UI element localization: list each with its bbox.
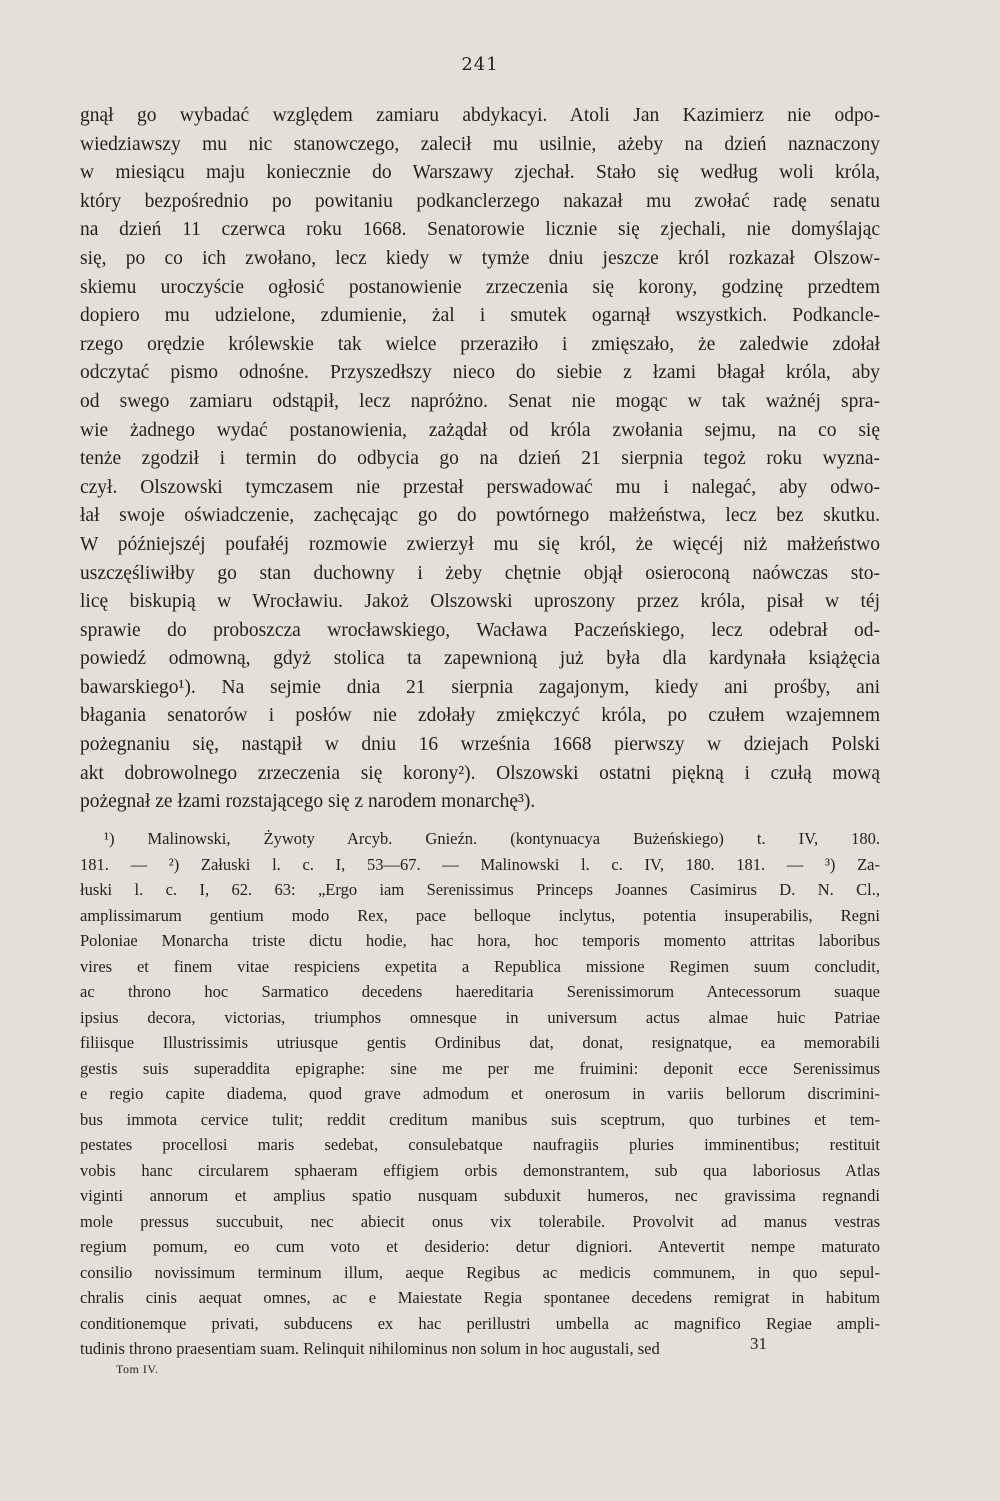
footnote-line: conditionemque privati, subducens ex hac perillustri umbella ac magnifico Regiae ampli- — [80, 1313, 880, 1333]
body-line: gnął go wybadać względem zamiaru abdykacyi. Atoli Jan Kazimierz nie odpo- — [80, 105, 880, 126]
footnote-line: vobis hanc circularem sphaeram effigiem orbis demonstrantem, sub qua laboriosus Atlas — [80, 1160, 880, 1180]
footnote-line: 181. — ²) Załuski l. c. I, 53—67. — Malinowski l. c. IV, 180. 181. — ³) Za- — [80, 854, 880, 874]
body-line: W późniejszéj poufałéj rozmowie zwierzył mu się król, że więcéj niż małżeństwo — [80, 533, 880, 555]
body-line: w miesiącu maju koniecznie do Warszawy zjechał. Stało się według woli króla, — [80, 162, 880, 184]
footnote-line: bus immota cervice tulit; reddit creditum manibus suis sceptrum, quo turbines et tem- — [80, 1109, 880, 1129]
footnotes — [80, 826, 880, 1362]
footnote-line: e regio capite diadema, quod grave admodum et onerosum in variis bellorum discrimini- — [80, 1084, 880, 1103]
body-line: czył. Olszowski tymczasem nie przestał perswadować mu i nalegać, aby odwo- — [80, 476, 880, 498]
footnote-line: Poloniae Monarcha triste dictu hodie, hac hora, hoc temporis momento attritas laboribus — [80, 931, 880, 950]
body-line: błagania senatorów i posłów nie zdołały zmiękczyć króla, po czułem wzajemnem — [80, 705, 880, 727]
footnote-line: łuski l. c. I, 62. 63: „Ergo iam Serenissimus Princeps Joannes Casimirus D. N. Cl., — [80, 880, 880, 899]
signature-mark: 31 — [750, 1334, 767, 1353]
body-line: na dzień 11 czerwca roku 1668. Senatorowie licznie się zjechali, nie domyślając — [80, 219, 880, 241]
footnote-line: ac throno hoc Sarmatico decedens haereditaria Serenissimorum Antecessorum suaque — [80, 982, 880, 1001]
body-line: licę biskupią w Wrocławiu. Jakoż Olszowski uproszony przez króla, pisał w téj — [80, 591, 880, 613]
footnote-line: vires et finem vitae respiciens expetita a Republica missione Regimen suum concludit, — [80, 956, 880, 976]
body-line: wie żadnego wydać postanowienia, zażądał od króla zwołania sejmu, na co się — [80, 419, 880, 441]
footnote-line: ipsius decora, victorias, triumphos omnesque in universum actus almae huic Patriae — [80, 1007, 880, 1027]
footnote-line: consilio novissimum terminum illum, aeque Regibus ac medicis communem, in quo sepul- — [80, 1262, 880, 1282]
body-line: pożegnaniu się, nastąpił w dniu 16 września 1668 pierwszy w dziejach Polski — [80, 734, 880, 756]
body-line: od swego zamiaru odstąpił, lecz napróżno. Senat nie mogąc w tak ważnéj spra- — [80, 390, 880, 412]
page-number: 241 — [461, 54, 499, 75]
footnote-line: gestis suis superaddita epigraphe: sine me per me fruimini: deponit ecce Serenissimus — [80, 1058, 880, 1078]
body-line: akt dobrowolnego zrzeczenia się korony²). Olszowski ostatni piękną i czułą mową — [80, 762, 880, 784]
body-line: łał swoje oświadczenie, zachęcając go do powtórnego małżeństwa, lecz bez skutku. — [80, 505, 880, 527]
footnote-line: tudinis throno praesentiam suam. Relinquit nihilominus non solum in hoc augustali, sed — [80, 1339, 660, 1358]
body-line: bawarskiego¹). Na sejmie dnia 21 sierpnia zagajonym, kiedy ani prośby, ani — [80, 676, 880, 698]
body-line: sprawie do proboszcza wrocławskiego, Wacława Paczeńskiego, lecz odebrał od- — [80, 619, 880, 641]
body-line: tenże zgodził i termin do odbycia go na dzień 21 sierpnia tegoż roku wyzna- — [80, 448, 880, 470]
footnote-line: chralis cinis aequat omnes, ac e Maiestate Regia spontanee decedens remigrat in habitum — [80, 1288, 880, 1307]
body-line: pożegnał ze łzami rozstającego się z narodem monarchę³). — [80, 791, 536, 813]
footnote-line: amplissimarum gentium modo Rex, pace belloque inclytus, potentia insuperabilis, Regni — [80, 905, 880, 925]
body-line: powiedź odmowną, gdyż stolica ta zapewnioną już była dla kardynała książęcia — [80, 648, 880, 670]
footnote-line: filiisque Illustrissimis utriusque gentis Ordinibus dat, donat, resignatque, ea memorabili — [80, 1033, 880, 1052]
body-line: odczytać pismo odnośne. Przyszedłszy nieco do siebie z łzami błagał króla, aby — [80, 362, 880, 384]
volume-mark: Tom IV. — [116, 1362, 159, 1376]
footnote-line: ¹) Malinowski, Żywoty Arcyb. Gnieźn. (kontynuacya Bużeńskiego) t. IV, 180. — [104, 829, 880, 848]
footnote-line: viginti annorum et amplius spatio nusquam subduxit humeros, nec gravissima regnandi — [80, 1186, 880, 1205]
body-line: który bezpośrednio po powitaniu podkanclerzego nakazał mu zwołać radę senatu — [80, 190, 880, 212]
body-text — [80, 102, 880, 817]
footnote-line: regium pomum, eo cum voto et desiderio: detur digniori. Antevertit nempe maturato — [80, 1237, 880, 1256]
body-line: rzego orędzie królewskie tak wielce przeraziło i zmięszało, że zaledwie zdołał — [80, 333, 880, 355]
body-line: się, po co ich zwołano, lecz kiedy w tymże dniu jeszcze król rozkazał Olszow- — [80, 247, 880, 269]
footnote-line: pestates procellosi maris sedebat, consulebatque naufragiis pluries imminentibus; restituit — [80, 1135, 880, 1154]
body-line: wiedziawszy mu nic stanowczego, zalecił mu usilnie, ażeby na dzień naznaczony — [80, 133, 880, 155]
body-line: uszczęśliwiłby go stan duchowny i żeby chętnie objął osieroconą naówczas sto- — [80, 562, 880, 584]
body-line: skiemu uroczyście ogłosić postanowienie zrzeczenia się korony, godzinę przedtem — [80, 276, 880, 298]
body-line: dopiero mu udzielone, zdumienie, żal i smutek ogarnął wszystkich. Podkancle- — [80, 305, 880, 327]
footnote-line: mole pressus succubuit, nec abiecit onus vix tolerabile. Provolvit ad manus vestras — [80, 1211, 880, 1231]
